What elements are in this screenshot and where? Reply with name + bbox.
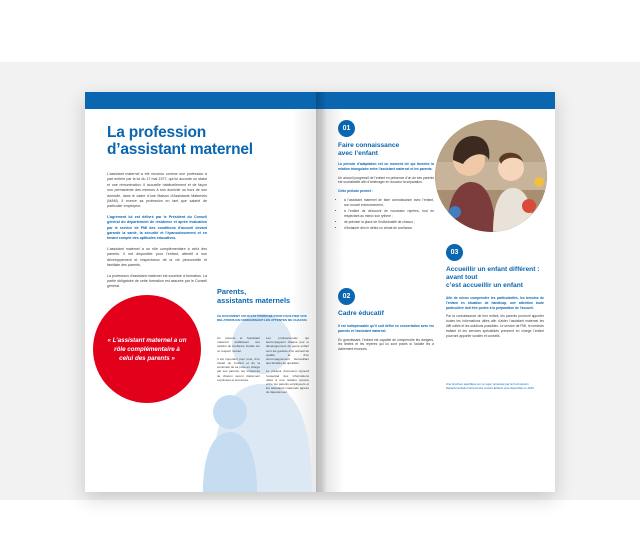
paragraph: La profession d’assistant maternel est soumise à formation. La partie obligatoire de cette formation est assurée par le Conseil général. bbox=[107, 273, 207, 289]
list-intro: Cette période permet : bbox=[338, 189, 373, 194]
title-line-1: La profession bbox=[107, 124, 207, 141]
pull-quote-circle bbox=[93, 295, 201, 403]
paragraph: Le présent document reprend l’essentiel des informations utiles à une relation sereine entre les parents employeurs et les assistants maternels agréés du département. bbox=[266, 369, 309, 395]
section-title-01 bbox=[338, 142, 434, 158]
left-page bbox=[85, 92, 320, 492]
list-item: • à l’assistant maternel de faire connaissance avec l’enfant, son nouvel environnement, bbox=[344, 198, 434, 208]
badge-number: 01 bbox=[342, 125, 351, 132]
photo-mother-and-child bbox=[435, 120, 547, 232]
pull-quote-text: « L’assistant maternel a un rôle complémentaire à celui des parents » bbox=[107, 336, 187, 362]
paragraph: Un parents et l’assistant maternel établissent une relation de confiance fondée sur un respect mutuel. bbox=[217, 336, 260, 353]
left-page-subtitle bbox=[217, 287, 312, 305]
subtitle-line-1: Parents, bbox=[217, 287, 247, 296]
backdrop-top bbox=[0, 0, 640, 62]
title-line-2: avant tout bbox=[446, 274, 478, 281]
section-list-01 bbox=[338, 198, 434, 231]
paragraph: L’assistant maternel a été reconnu comme une profession à part entière par la loi du 17 mai 1977, qui lui accorde un statut et une rémunération. Il accueille habituellement et de façon non permanente des mineurs à son domicile ou hors de son domicile, dans le cadre d’une Maison d’Assistants Maternels (MAM). Il exerce sa profession en tant que salarié de particulier employeur. bbox=[107, 172, 207, 209]
paragraph: Il est indispensable qu’il soit défini en concertation avec les parents et l’assistant maternel. bbox=[338, 324, 434, 333]
column-right bbox=[266, 336, 309, 399]
paragraph: L’assistant maternel a un rôle complémentaire à celui des parents. Il est disponible pour l’enfant, attentif à son développement et respectueux de la vie personnelle et familiale des parents. bbox=[107, 246, 207, 268]
left-page-body bbox=[107, 172, 207, 295]
section-title-02 bbox=[338, 310, 434, 318]
title-line-2: avec l’enfant bbox=[338, 150, 378, 157]
paragraph: En grandissant, l’enfant est capable de comprendre les dangers, les limites et les repères qui lui sont posés si l’adulte les a clairement énoncés. bbox=[338, 337, 434, 352]
paragraph: Par la connaissance de leur enfant, les parents pourront apporter toutes les informations utiles afin d’aider l’assistant maternel les diffi cultés et les solutions possibles. Le service de PMI, le médecin traitant et les services spécialisés prennent en charge l’enfant pourront apporter soutien et conseils. bbox=[446, 314, 544, 338]
section-body-03 bbox=[446, 296, 544, 342]
section-footnote-03: Une brochure spécifique sur ce sujet, proposée par la Commission Départementale d’Accueil des Jeunes Enfants sera disponible en 2015. bbox=[446, 382, 535, 390]
title-line-1: Accueillir un enfant différent : bbox=[446, 266, 540, 273]
brochure-spread bbox=[85, 92, 555, 492]
list-item: • d’instaurer dès le début un climat de confiance. bbox=[344, 226, 434, 231]
paragraph: Un accueil progressif de l’enfant en présence d’un de ses parents est souhaitable afin d’aménager en douceur la séparation. bbox=[338, 175, 434, 185]
list-item: • de préciser la place de l’individualité de chacun ; bbox=[344, 220, 434, 225]
badge-number: 02 bbox=[342, 293, 351, 300]
paragraph: Il est important pour tous, d’un travail de l’enfant et de la continuité de sa prise en charge par ses parents, les exigences de chacun seront clairement exprimées et énoncées. bbox=[217, 356, 260, 382]
section-number-badge bbox=[338, 288, 355, 305]
column-left bbox=[217, 336, 260, 399]
left-page-top-band bbox=[85, 92, 320, 109]
title-line-1: Faire connaissance bbox=[338, 142, 400, 149]
right-page-top-band bbox=[320, 92, 555, 109]
left-page-columns bbox=[217, 336, 309, 399]
badge-number: 03 bbox=[450, 249, 459, 256]
section-title-03 bbox=[446, 266, 544, 290]
list-item: • à l’enfant de découvrir de nouveaux repères, tout en respectant au mieux son rythme ; bbox=[344, 209, 434, 219]
title-line-1: Cadre éducatif bbox=[338, 310, 384, 317]
section-number-badge bbox=[338, 120, 355, 137]
section-number-badge bbox=[446, 244, 463, 261]
section-body-02 bbox=[338, 324, 434, 356]
title-line-2: d’assistant maternel bbox=[107, 141, 253, 158]
left-page-title bbox=[107, 124, 297, 158]
paragraph: Afin de mieux comprendre les particularités, les besoins de l’enfant en situation de handicap, une attention toute particulière doit être portée à la préparation de l’accueil. bbox=[446, 296, 544, 310]
paragraph: L’agrément lui est délivré par le Président du Conseil général du département de résidence et après évaluation par le service de PMI des conditions d’accueil devant garantir la santé, la sécurité et l’épanouissement et en tenant compte des aptitudes éducatives. bbox=[107, 214, 207, 241]
section-body-01 bbox=[338, 162, 434, 235]
paragraph: Les professionnels qui accompagnent chaque jour le développement du jeune enfant sont les garants d’un accueil de qualité et d’un accompagnement bienveillant des familles au quotidien. bbox=[266, 336, 309, 366]
right-page bbox=[320, 92, 555, 492]
backdrop-bottom bbox=[0, 500, 640, 558]
title-line-3: c’est accueillir un enfant bbox=[446, 282, 523, 289]
left-page-subnote: CE DOCUMENT VOUS EST PROPOSÉ POUR FACILITER VOS RELATIONS EN CONNAISSANT LES ATTENTES DE CHACUN. bbox=[217, 314, 308, 323]
paragraph: La période d’adaptation est un moment clé qui favorise la relation triangulaire entre l’assistant maternel et les parents. bbox=[338, 162, 434, 171]
subtitle-line-2: assistants maternels bbox=[217, 296, 291, 305]
